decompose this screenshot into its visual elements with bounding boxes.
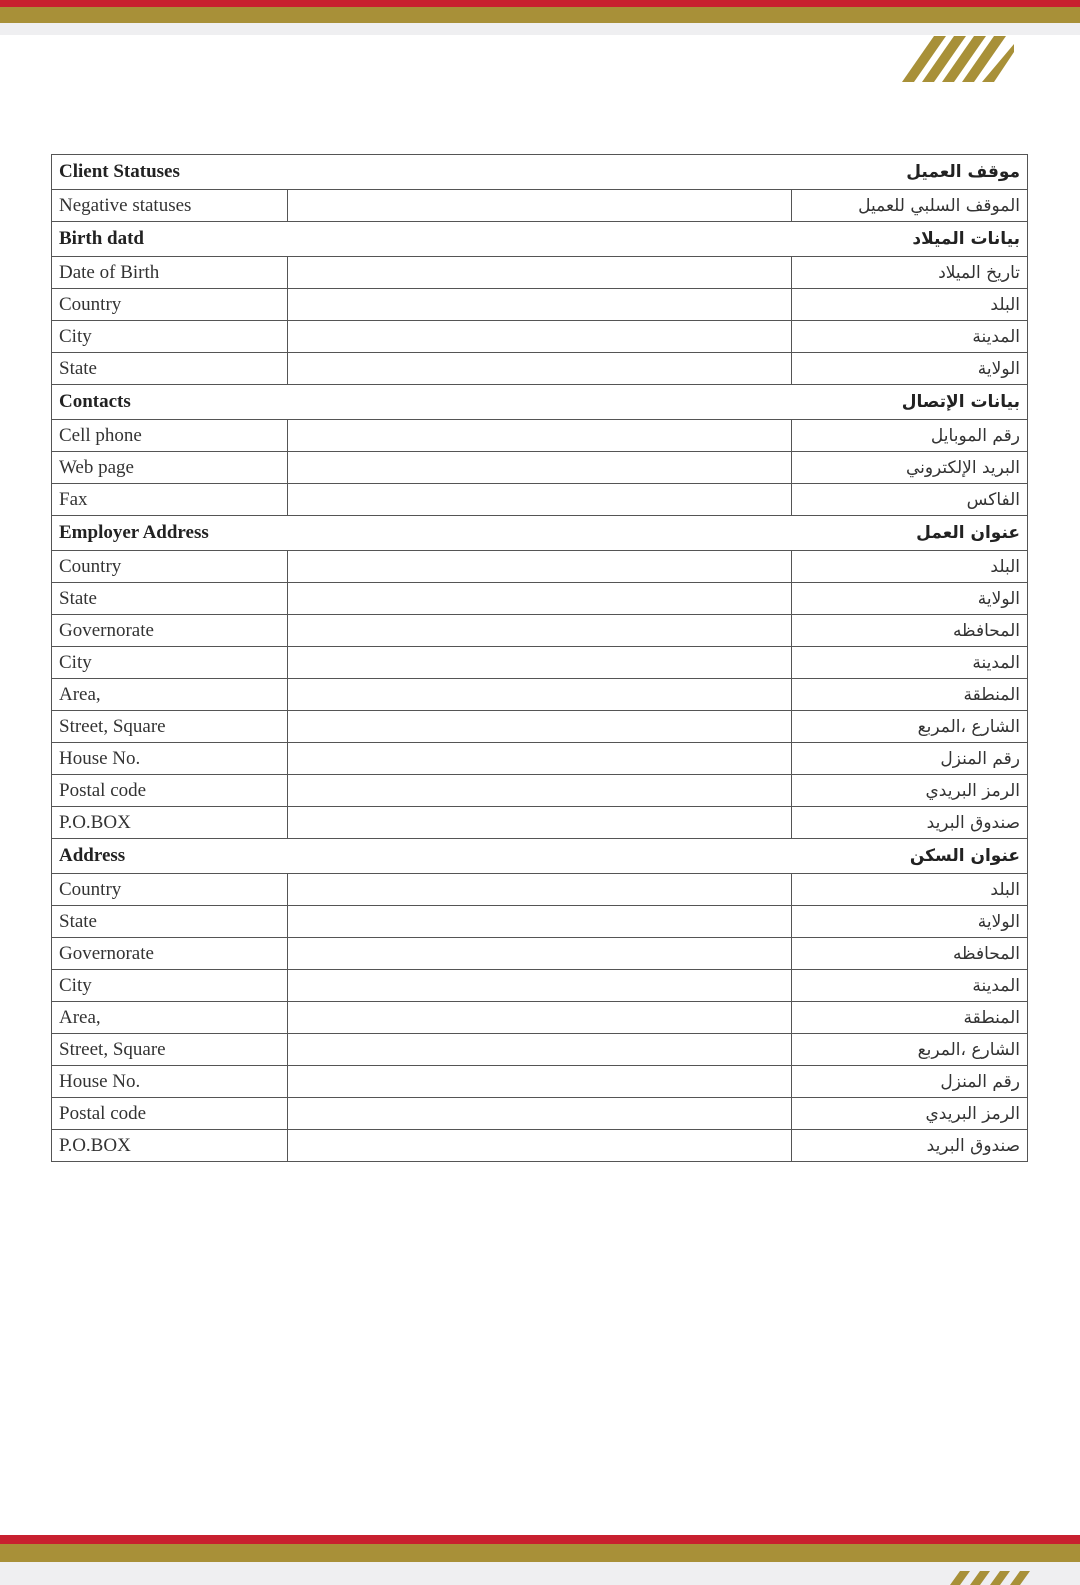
section-header-cell	[52, 516, 1028, 551]
form-row	[52, 321, 1028, 353]
field-value-cell[interactable]	[288, 452, 792, 484]
field-label-ar: المدينة	[792, 647, 1028, 679]
section-header-row	[52, 516, 1028, 551]
field-label-ar: رقم المنزل	[792, 1066, 1028, 1098]
field-label-en: Country	[52, 874, 288, 906]
field-label-en: City	[52, 321, 288, 353]
form-row	[52, 551, 1028, 583]
field-value-cell[interactable]	[288, 970, 792, 1002]
field-label-ar: الولاية	[792, 906, 1028, 938]
field-value-cell[interactable]	[288, 1066, 792, 1098]
form-row	[52, 938, 1028, 970]
section-header-row	[52, 385, 1028, 420]
field-label-ar: البلد	[792, 874, 1028, 906]
field-label-en: Area,	[52, 679, 288, 711]
field-label-en: P.O.BOX	[52, 807, 288, 839]
form-row	[52, 1098, 1028, 1130]
field-label-en: Governorate	[52, 938, 288, 970]
client-info-form-table	[51, 154, 1028, 1162]
section-title-en: Contacts	[59, 391, 131, 412]
field-value-cell[interactable]	[288, 1130, 792, 1162]
field-label-en: Country	[52, 289, 288, 321]
field-label-en: House No.	[52, 743, 288, 775]
field-label-ar: المحافظه	[792, 938, 1028, 970]
form-row	[52, 1130, 1028, 1162]
field-label-en: House No.	[52, 1066, 288, 1098]
field-label-en: Web page	[52, 452, 288, 484]
form-row	[52, 647, 1028, 679]
field-value-cell[interactable]	[288, 775, 792, 807]
field-label-ar: رقم المنزل	[792, 743, 1028, 775]
field-label-ar: المدينة	[792, 970, 1028, 1002]
section-header-row	[52, 222, 1028, 257]
section-header-row	[52, 155, 1028, 190]
field-label-ar: صندوق البريد	[792, 807, 1028, 839]
diagonal-stripes-logo-icon	[900, 34, 1018, 84]
section-header-cell	[52, 155, 1028, 190]
section-title-en: Employer Address	[59, 522, 209, 543]
field-value-cell[interactable]	[288, 551, 792, 583]
footer-stripes-icon	[950, 1571, 1030, 1585]
section-title-ar: عنوان العمل	[916, 523, 1021, 543]
field-value-cell[interactable]	[288, 1098, 792, 1130]
form-row	[52, 906, 1028, 938]
form-row	[52, 353, 1028, 385]
section-header-cell	[52, 385, 1028, 420]
field-value-cell[interactable]	[288, 679, 792, 711]
field-label-ar: الولاية	[792, 353, 1028, 385]
field-value-cell[interactable]	[288, 874, 792, 906]
field-label-en: Date of Birth	[52, 257, 288, 289]
field-value-cell[interactable]	[288, 743, 792, 775]
form-row	[52, 807, 1028, 839]
field-label-ar: الفاكس	[792, 484, 1028, 516]
section-title-ar: موقف العميل	[906, 162, 1021, 182]
section-title-ar: عنوان السكن	[909, 846, 1021, 866]
footer-red-band	[0, 1535, 1080, 1544]
header-gold-band	[0, 7, 1080, 23]
field-label-ar: المنطقة	[792, 1002, 1028, 1034]
section-header-cell	[52, 839, 1028, 874]
field-label-ar: المحافظه	[792, 615, 1028, 647]
field-label-en: Street, Square	[52, 1034, 288, 1066]
field-value-cell[interactable]	[288, 647, 792, 679]
field-value-cell[interactable]	[288, 1034, 792, 1066]
form-row	[52, 1002, 1028, 1034]
field-value-cell[interactable]	[288, 420, 792, 452]
field-value-cell[interactable]	[288, 289, 792, 321]
form-row	[52, 420, 1028, 452]
section-title-ar: بيانات الإتصال	[901, 392, 1021, 412]
field-label-ar: المنطقة	[792, 679, 1028, 711]
form-row	[52, 190, 1028, 222]
field-value-cell[interactable]	[288, 711, 792, 743]
form-row	[52, 775, 1028, 807]
field-label-en: Area,	[52, 1002, 288, 1034]
field-label-en: Postal code	[52, 775, 288, 807]
form-row	[52, 452, 1028, 484]
field-value-cell[interactable]	[288, 583, 792, 615]
section-title-en: Client Statuses	[59, 161, 180, 182]
field-label-ar: الولاية	[792, 583, 1028, 615]
section-header-cell	[52, 222, 1028, 257]
form-row	[52, 289, 1028, 321]
field-value-cell[interactable]	[288, 807, 792, 839]
field-label-ar: الشارع ،المربع	[792, 711, 1028, 743]
field-label-en: Cell phone	[52, 420, 288, 452]
footer-gray-band	[0, 1562, 1080, 1585]
field-label-ar: البلد	[792, 551, 1028, 583]
form-row	[52, 679, 1028, 711]
form-row	[52, 1034, 1028, 1066]
field-label-en: Country	[52, 551, 288, 583]
field-label-en: State	[52, 583, 288, 615]
field-label-en: Negative statuses	[52, 190, 288, 222]
field-label-ar: الموقف السلبي للعميل	[792, 190, 1028, 222]
field-value-cell[interactable]	[288, 906, 792, 938]
field-value-cell[interactable]	[288, 484, 792, 516]
header-red-band	[0, 0, 1080, 7]
field-label-ar: البلد	[792, 289, 1028, 321]
field-value-cell[interactable]	[288, 938, 792, 970]
field-value-cell[interactable]	[288, 321, 792, 353]
form-row	[52, 1066, 1028, 1098]
field-value-cell[interactable]	[288, 190, 792, 222]
field-value-cell[interactable]	[288, 615, 792, 647]
section-title-en: Address	[59, 845, 126, 866]
form-row	[52, 583, 1028, 615]
form-row	[52, 257, 1028, 289]
form-row	[52, 615, 1028, 647]
field-label-en: Governorate	[52, 615, 288, 647]
field-label-ar: الشارع ،المربع	[792, 1034, 1028, 1066]
field-value-cell[interactable]	[288, 1002, 792, 1034]
field-label-en: City	[52, 647, 288, 679]
field-label-ar: تاريخ الميلاد	[792, 257, 1028, 289]
section-title-en: Birth datd	[59, 228, 144, 249]
field-label-en: State	[52, 353, 288, 385]
form-row	[52, 874, 1028, 906]
section-header-row	[52, 839, 1028, 874]
field-label-en: Street, Square	[52, 711, 288, 743]
field-label-ar: البريد الإلكتروني	[792, 452, 1028, 484]
field-label-en: Fax	[52, 484, 288, 516]
form-row	[52, 711, 1028, 743]
field-label-en: State	[52, 906, 288, 938]
field-label-en: City	[52, 970, 288, 1002]
footer-gold-band	[0, 1544, 1080, 1562]
field-label-ar: الرمز البريدي	[792, 775, 1028, 807]
section-title-ar: بيانات الميلاد	[912, 229, 1021, 249]
field-label-ar: رقم الموبايل	[792, 420, 1028, 452]
field-label-en: Postal code	[52, 1098, 288, 1130]
form-row	[52, 970, 1028, 1002]
field-label-ar: صندوق البريد	[792, 1130, 1028, 1162]
field-label-ar: المدينة	[792, 321, 1028, 353]
form-row	[52, 484, 1028, 516]
field-label-en: P.O.BOX	[52, 1130, 288, 1162]
form-row	[52, 743, 1028, 775]
field-value-cell[interactable]	[288, 353, 792, 385]
field-value-cell[interactable]	[288, 257, 792, 289]
field-label-ar: الرمز البريدي	[792, 1098, 1028, 1130]
